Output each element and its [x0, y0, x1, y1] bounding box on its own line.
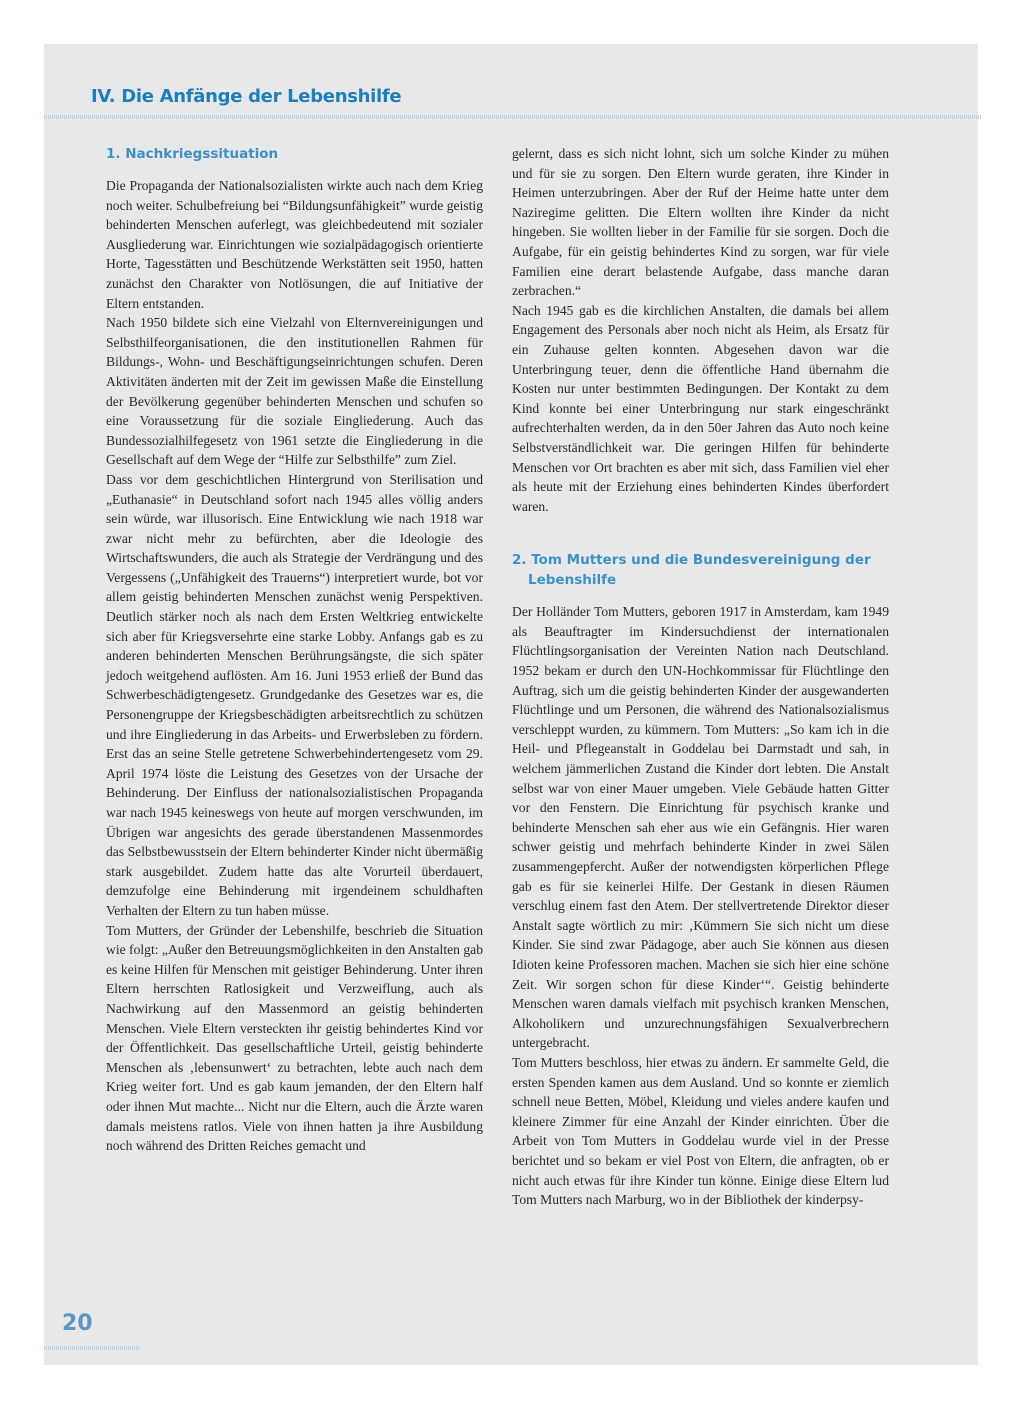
paragraph: Tom Mutters, der Gründer der Lebenshilfe, beschrieb die Situation wie folgt: „Außer den Betreuungsmöglichkeiten in den Anstalten gab es keine Hilfen für Menschen mit geistiger Behinderung. Unter ihren Eltern herrschten Ratlosigkeit und Verzweiflung, auch als Nachwirkung auf den Massenmord an geistig behinderten Menschen. Viele Eltern versteckten ihr geistig behindertes Kind vor der Öffentlichkeit. Das gesellschaftliche Urteil, geistig behinderte Menschen als ‚lebensunwert‘ zu betrachten, lebte auch nach dem Krieg weiter fort. Und es gab kaum jemanden, der den Eltern half oder ihnen Mut machte... Nicht nur die Eltern, auch die Ärzte waren damals meistens ratlos. Viele von ihnen hatten ja ihre Ausbildung noch während des Dritten Reiches gemacht und	[106, 922, 483, 1154]
page-number: 20	[62, 1311, 93, 1336]
paragraph: Nach 1950 bildete sich eine Vielzahl von Elternvereinigungen und Selbsthilfeorganisationen, die den institutionellen Rahmen für Bildungs-, Wohn- und Beschäftigungseinrichtungen schufen. Deren Aktivitäten änderten mit der Zeit im gewissen Maße die Einstellung der Bevölkerung gegenüber behinderten Menschen und schufen so eine Voraussetzung für die soziale Eingliederung. Auch das Bundessozialhilfegesetz von 1961 setzte die Eingliederung in die Gesellschaft auf dem Wege der “Hilfe zur Selbsthilfe” zum Ziel.	[106, 315, 483, 468]
chapter-title: IV. Die Anfänge der Lebenshilfe	[91, 86, 402, 107]
section-heading-1: 1. Nachkriegssituation	[106, 146, 279, 162]
footer-divider	[44, 1346, 139, 1350]
section-heading-2: 2. Tom Mutters und die Bundesvereinigung der Lebenshilfe	[512, 552, 871, 589]
right-column	[512, 144, 889, 1210]
left-column	[106, 144, 483, 1156]
paragraph: Die Propaganda der Nationalsozialisten wirkte auch nach dem Krieg noch weiter. Schulbefreiung bei “Bildungsunfähigkeit” wurde geistig behinderten Menschen auferlegt, was gleichbedeutend mit sozialer Ausgliederung war. Einrichtungen wie sozialpädagogisch orientierte Horte, Tagesstätten und Beschützende Werkstätten seit 1950, hatten zunächst den Charakter von Notlösungen, die auf Initiative der Eltern entstanden.	[106, 178, 483, 311]
paragraph: Nach 1945 gab es die kirchlichen Anstalten, die damals bei allem Engagement des Personals aber noch nicht als Heim, als Ersatz für ein Zuhause gelten konnten. Abgesehen davon war die Unterbringung teuer, denn die öffentliche Hand übernahm die Kosten nur unter bestimmten Bedingungen. Der Kontakt zu dem Kind konnte bei einer Unterbringung nur stark eingeschränkt aufrechterhalten werden, da in den 50er Jahren das Auto noch keine Selbstverständlichkeit war. Die geringen Hilfen für behinderte Menschen vor Ort brachten es aber mit sich, dass Familien viel eher als heute mit der Erziehung eines behinderten Kindes überfordert waren.	[512, 302, 889, 514]
paragraph: Der Holländer Tom Mutters, geboren 1917 in Amsterdam, kam 1949 als Beauftragter im Kindersuchdienst der internationalen Flüchtlingsorganisation der Vereinten Nation nach Deutschland. 1952 bekam er durch den UN-Hochkommissar für Flüchtlinge den Auftrag, sich um die geistig behinderten Kinder der ausgewanderten Flüchtlinge und um Personen, die während des Nationalsozialismus verschleppt wurden, zu kümmern. Tom Mutters: „So kam ich in die Heil- und Pflegeanstalt in Goddelau bei Darmstadt und sah, in welchem jämmerlichen Zustand die Kinder dort lebten. Die Anstalt selbst war von einer Mauer umgeben. Viele Gebäude hatten Gitter vor den Fenstern. Die Einrichtung für psychisch kranke und behinderte Menschen sah eher aus wie ein Gefängnis. Hier waren schwer geistig und mehrfach behinderte Kinder in zwei Sälen zusammengepfercht. Außer der notwendigsten körperlichen Pflege gab es für sie keinerlei Hilfe. Der Gestank in diesen Räumen verschlug einem fast den Atem. Der stellvertretende Direktor dieser Anstalt sagte wörtlich zu mir: ‚Kümmern Sie sich nicht um diese Kinder. Sie sind zwar Pädagoge, aber auch Sie können aus diesen Idioten keine Professoren machen. Machen sie sich hier eine schöne Zeit. Wir sorgen schon für diese Kinder‘“. Geistig behinderte Menschen waren damals vielfach mit psychisch kranken Menschen, Alkoholikern und unzurechnungsfähigen Sexualverbrechern untergebracht.	[512, 604, 889, 1051]
paragraph: gelernt, dass es sich nicht lohnt, sich um solche Kinder zu mühen und für sie zu sorgen. Den Eltern wurde geraten, ihre Kinder in Heimen unterzubringen. Aber der Ruf der Heime hatte unter dem Naziregime gelitten. Die Eltern wollten ihre Kinder da nicht hingeben. Sie wollten lieber in der Familie für sie sorgen. Doch die Aufgabe, für ein geistig behindertes Kind zu sorgen, war für viele Familien eine derart belastende Aufgabe, dass manche daran zerbrachen.“	[512, 146, 889, 299]
paragraph: Tom Mutters beschloss, hier etwas zu ändern. Er sammelte Geld, die ersten Spenden kamen aus dem Ausland. Und so konnte er ziemlich schnell neue Betten, Möbel, Kleidung und vieles andere kaufen und kleinere Zimmer für eine Anzahl der Kinder einrichten. Über die Arbeit von Tom Mutters in Goddelau wurde viel in der Presse berichtet und so bekam er viel Post von Eltern, die anfragten, ob er nicht auch etwas für ihre Kinder tun könne. Einige diese Eltern lud Tom Mutters nach Marburg, wo in der Bibliothek der kinderpsy-	[512, 1054, 889, 1208]
header-divider	[44, 115, 982, 119]
document-page	[44, 44, 978, 1365]
paragraph: Dass vor dem geschichtlichen Hintergrund von Sterilisation und „Euthanasie“ in Deutschland sofort nach 1945 alles völlig anders sein würde, war illusorisch. Eine Entwicklung wie nach 1918 war zwar nicht mehr zu befürchten, aber die Ideologie des Wirtschaftswunders, die auch als Strategie der Verdrängung und des Vergessens („Unfähigkeit des Trauerns“) interpretiert wurde, bot vor allem geistig behinderten Menschen zunächst wenig Perspektiven. Deutlich stärker noch als nach dem Ersten Weltkrieg entwickelte sich aber für Kriegsversehrte eine starke Lobby. Anfangs gab es zu anderen behinderten Menschen Berührungsängste, die sich später jedoch weitgehend auflösten. Am 16. Juni 1953 erließ der Bund das Schwerbeschädigtengesetz. Grundgedanke des Gesetzes war es, die Personengruppe der Kriegsbeschädigten arbeitsrechtlich zu schützen und ihre Eingliederung in das Arbeits- und Erwerbsleben zu fördern. Erst das an seine Stelle getretene Schwerbehindertengesetz vom 29. April 1974 löste die Leistung des Gesetzes von der Ursache der Behinderung. Der Einfluss der nationalsozialistischen Propaganda war nach 1945 keineswegs von heute auf morgen verschwunden, im Übrigen war angesichts des gerade überstandenen Massenmordes das Selbstbewusstsein der Eltern behinderter Kinder nicht übermäßig stark ausgebildet. Zudem hatte das alte Vorurteil überdauert, demzufolge eine Behinderung mit irgendeinem schuldhaften Verhalten der Eltern zu tun haben müsse.	[106, 471, 483, 918]
